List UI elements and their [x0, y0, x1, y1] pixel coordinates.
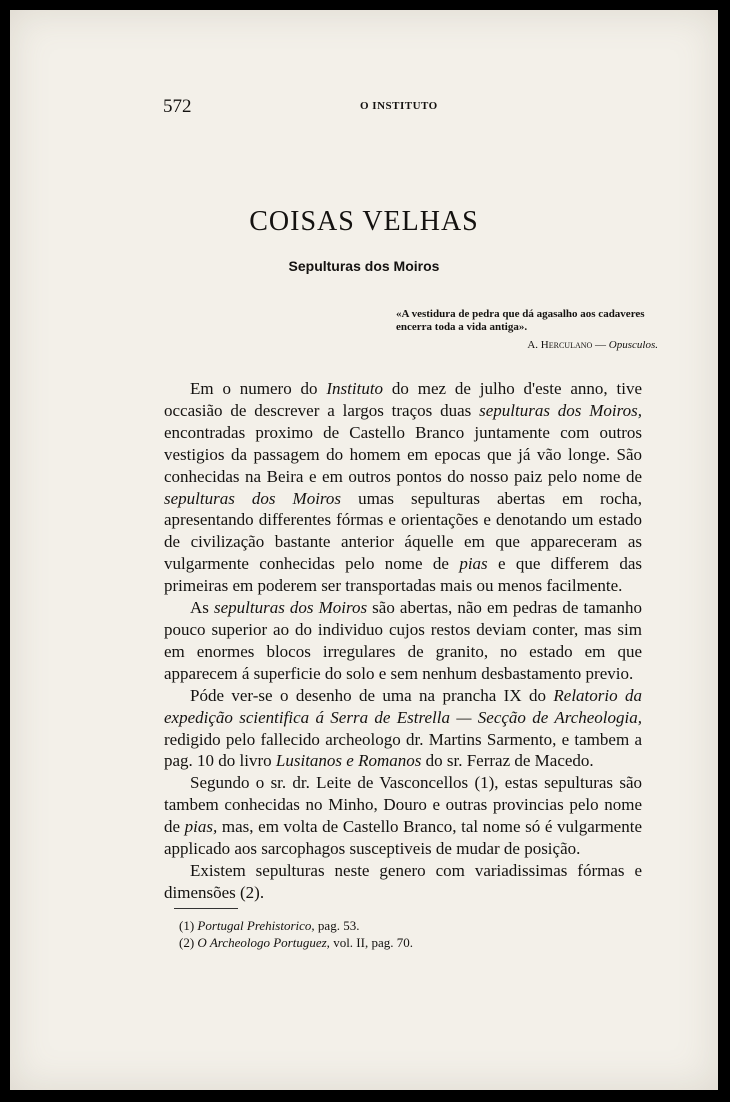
paragraph — [164, 378, 642, 597]
paragraph-text: encontradas proximo de Castello Branco juntamente com outros vestigios da passagem do homem em epocas que já vão longe. São conhecidas na Beira e em outros pontos do nosso paiz pelo nome de — [164, 422, 642, 486]
page-header — [10, 96, 718, 118]
paragraph-italic: pias — [459, 554, 488, 574]
article-body — [164, 378, 642, 904]
paragraph — [164, 860, 642, 904]
paragraph-text: são abertas, não em pedras de tamanho pouco superior ao do individuo cujos restos deviam conter, mas sim em enormes blocos irregulares de granito, no estado em que apparecem á superficie do solo e sem nenhum desbastamento previo. — [164, 598, 642, 683]
paragraph-italic: sepulturas dos Moiros, — [479, 400, 642, 420]
running-head: O INSTITUTO — [360, 100, 438, 112]
paragraph-text: As — [190, 598, 214, 618]
paragraph — [164, 772, 642, 860]
epigraph-author: A. Herculano — [527, 339, 593, 351]
footnote — [179, 934, 609, 951]
epigraph-source — [396, 339, 664, 352]
footnote-mark: (1) — [179, 918, 198, 933]
paragraph-italic: Relatorio da expedição scientifica á Serra de Estrella — Secção de Archeologia, — [164, 685, 642, 727]
epigraph-quote: «A vestidura de pedra que dá agasalho aos cadaveres encerra toda a vida antiga». — [396, 308, 645, 333]
footnote-ref: vol. II, pag. 70. — [329, 935, 413, 950]
paragraph-text: Em o numero do — [190, 379, 327, 398]
paragraph-text: mas, em volta de Castello Branco, tal nome só é vulgarmente applicado aos sarcophagos susceptiveis de mudar de posição. — [164, 817, 642, 859]
epigraph-dash: — — [592, 339, 609, 351]
paragraph-italic: sepulturas dos Moiros — [164, 488, 342, 508]
footnote-mark: (2) — [179, 935, 198, 950]
paragraph-italic: sepulturas dos Moiros — [213, 598, 368, 618]
paragraph-italic: Instituto — [326, 379, 384, 398]
footnote — [179, 917, 609, 934]
paragraph-italic: Lusitanos e Romanos — [275, 751, 422, 771]
paragraph-text: Póde ver-se o desenho de uma na prancha IX do — [190, 685, 554, 705]
paragraph-text: Segundo o sr. dr. Leite de Vasconcellos (1), estas sepulturas são tambem conhecidas no Minho, Douro e outras provincias pelo nome de — [164, 773, 642, 837]
paragraph — [164, 597, 642, 685]
paragraph-text: do sr. Ferraz de Macedo. — [421, 751, 594, 771]
footnote-divider — [174, 908, 238, 909]
paragraph-text: do mez de julho d'este anno, tive occasião de descrever a largos traços duas — [164, 379, 642, 420]
paragraph-text: e que differem das primeiras em poderem ser transportadas mais ou menos facilmente. — [164, 554, 643, 596]
footnote-work: Portugal Prehistorico, — [197, 918, 315, 933]
paragraph-italic: pias, — [184, 817, 218, 837]
footnote-work: O Archeologo Portuguez, — [197, 935, 330, 950]
paragraph-text: redigido pelo fallecido archeologo dr. Martins Sarmento, e tambem a pag. 10 do livro — [164, 729, 642, 771]
paragraph — [164, 685, 642, 773]
footnote-ref: pag. 53. — [314, 918, 360, 933]
article-title: COISAS VELHAS — [249, 206, 479, 237]
article-subtitle: Sepulturas dos Moiros — [288, 258, 440, 274]
footnotes — [179, 917, 609, 951]
epigraph — [396, 308, 664, 352]
book-page — [10, 10, 718, 1090]
epigraph-work: Opusculos. — [608, 339, 658, 351]
paragraph-text: Existem sepulturas neste genero com variadissimas fórmas e dimensões (2). — [164, 860, 642, 902]
paragraph-text: umas sepulturas abertas em rocha, apresentando differentes fórmas e orientações e denotando um estado de civilização bastante anterior áquelle em que appareceram as vulgarmente conhecidas pelo nome de — [164, 488, 642, 574]
page-number: 572 — [163, 96, 192, 117]
